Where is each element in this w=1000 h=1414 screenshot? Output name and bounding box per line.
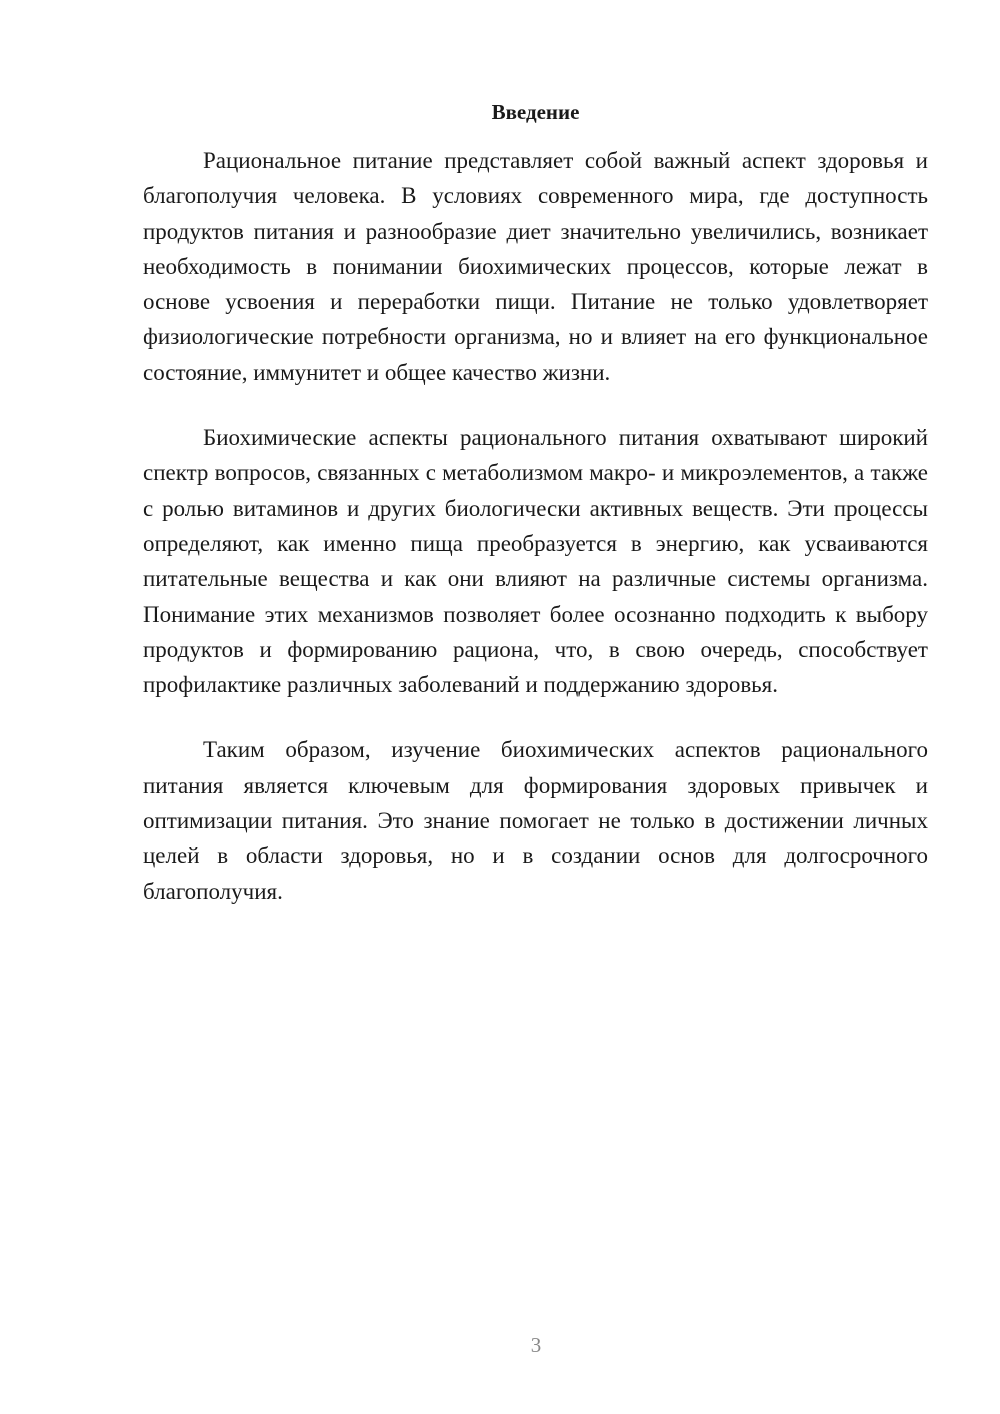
paragraph-3: Таким образом, изучение биохимических аспектов рационального питания является ключевым для формирования здоровых привычек и оптимизации питания. Это знание помогает не только в достижении личных целей в области здоровья, но и в создании основ для долгосрочного благополучия. (143, 737, 928, 904)
body-text (143, 143, 928, 939)
paragraph-2: Биохимические аспекты рационального питания охватывают широкий спектр вопросов, связанных с метаболизмом макро- и микроэлементов, а также с ролью витаминов и других биологически активных веществ. Эти процессы определяют, как именно пища преобразуется в энергию, как усваиваются питательные вещества и как они влияют на различные системы организма. Понимание этих механизмов позволяет более осознанно подходить к выбору продуктов и формированию рациона, что, в свою очередь, способствует профилактике различных заболеваний и поддержанию здоровья. (143, 425, 928, 698)
section-heading: Введение (491, 100, 580, 124)
paragraph-1: Рациональное питание представляет собой важный аспект здоровья и благополучия человека. В условиях современного мира, где доступность продуктов питания и разнообразие диет значительно увеличились, возникает необходимость в понимании биохимических процессов, которые лежат в основе усвоения и переработки пищи. Питание не только удовлетворяет физиологические потребности организма, но и влияет на его функциональное состояние, иммунитет и общее качество жизни. (143, 148, 928, 385)
page-number: 3 (530, 1333, 542, 1357)
